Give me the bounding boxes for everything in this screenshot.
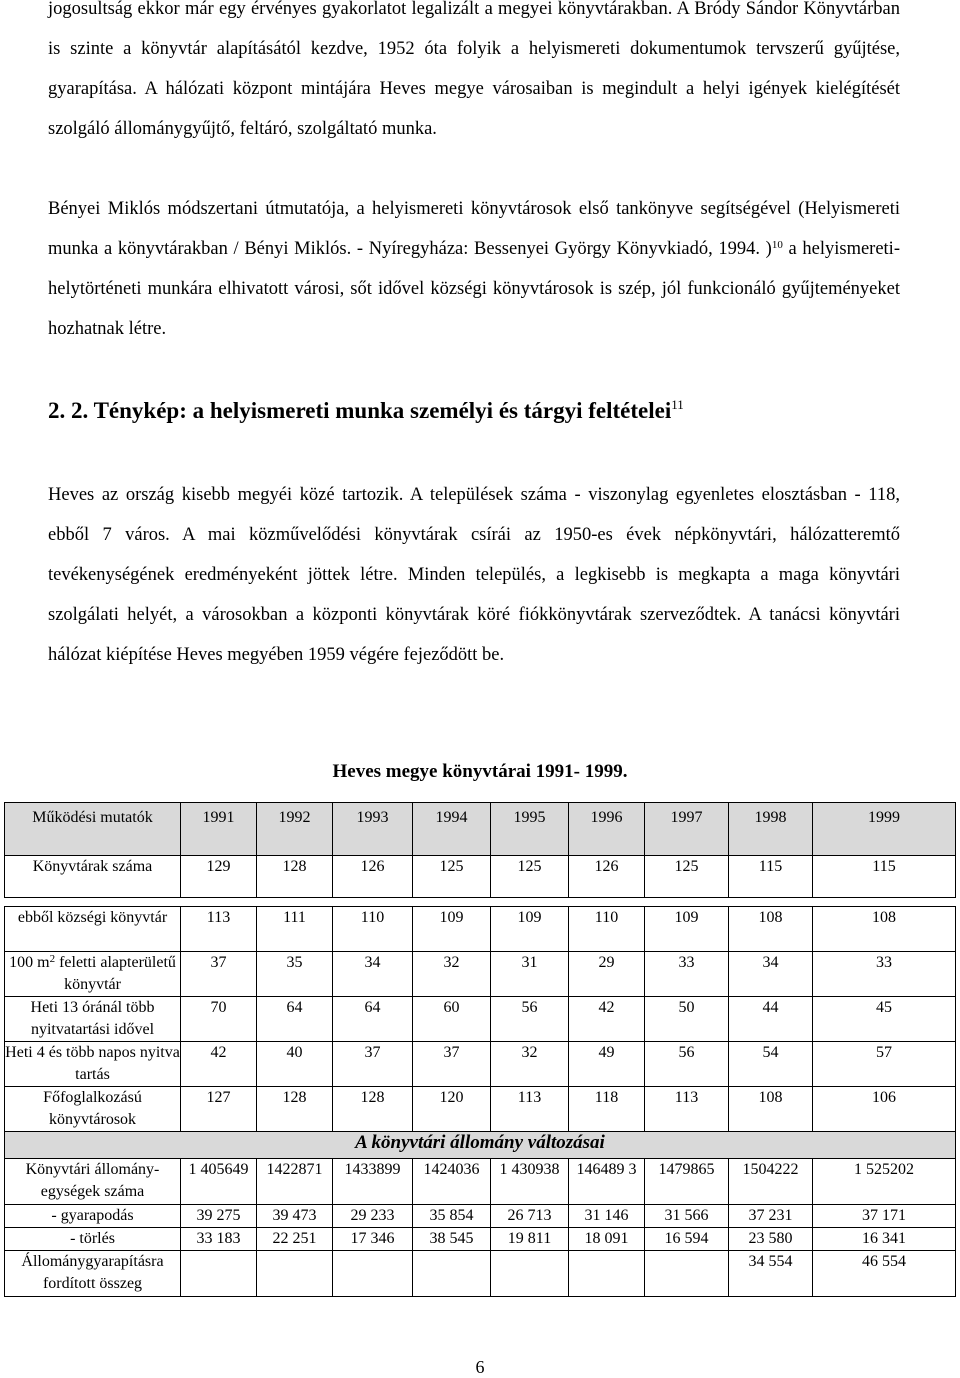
table-row: [5, 997, 956, 1042]
value-cell: 111: [257, 907, 333, 952]
table-spacer-row: [5, 898, 956, 907]
year-header-cell: 1995: [491, 803, 569, 856]
footnote-ref-11: 11: [671, 397, 684, 412]
value-cell: 49: [569, 1042, 645, 1087]
value-cell: 1424036: [413, 1159, 491, 1205]
value-cell: 31: [491, 952, 569, 997]
value-cell: 1 430938: [491, 1159, 569, 1205]
value-cell: 37: [413, 1042, 491, 1087]
table-row: [5, 1042, 956, 1087]
year-header-cell: 1993: [333, 803, 413, 856]
table-row: [5, 1228, 956, 1251]
value-cell: 1504222: [729, 1159, 813, 1205]
table-row: [5, 1159, 956, 1205]
row-label-cell: Főfoglalkozású könyvtárosok: [5, 1087, 181, 1132]
value-cell: 56: [645, 1042, 729, 1087]
value-cell: 1479865: [645, 1159, 729, 1205]
value-cell: 57: [813, 1042, 956, 1087]
value-cell: 120: [413, 1087, 491, 1132]
value-cell: 26 713: [491, 1205, 569, 1228]
value-cell: 1422871: [257, 1159, 333, 1205]
row-label-cell: Könyvtári állomány-egységek száma: [5, 1159, 181, 1205]
value-cell: 35: [257, 952, 333, 997]
value-cell: 108: [729, 1087, 813, 1132]
value-cell: 64: [257, 997, 333, 1042]
value-cell: 126: [333, 856, 413, 898]
table-section-row: [5, 1132, 956, 1159]
value-cell: 37 231: [729, 1205, 813, 1228]
year-header-cell: 1998: [729, 803, 813, 856]
row-label-superscript: 2: [49, 953, 56, 965]
row-label-cell: Heti 4 és több napos nyitva tartás: [5, 1042, 181, 1087]
value-cell: 1433899: [333, 1159, 413, 1205]
value-cell: 35 854: [413, 1205, 491, 1228]
table-row: [5, 952, 956, 997]
section-title-cell: A könyvtári állomány változásai: [5, 1132, 956, 1159]
value-cell: 129: [181, 856, 257, 898]
table-title: Heves megye könyvtárai 1991- 1999.: [332, 761, 628, 782]
value-cell: 46 554: [813, 1251, 956, 1297]
value-cell: 64: [333, 997, 413, 1042]
value-cell: [491, 1251, 569, 1297]
value-cell: 44: [729, 997, 813, 1042]
value-cell: 37: [181, 952, 257, 997]
value-cell: 125: [491, 856, 569, 898]
header-label-cell: Működési mutatók: [5, 803, 181, 856]
value-cell: 108: [813, 907, 956, 952]
spacer-cell: [5, 898, 956, 907]
value-cell: 34 554: [729, 1251, 813, 1297]
row-label-cell: - gyarapodás: [5, 1205, 181, 1228]
table-header-row: [5, 803, 956, 856]
value-cell: 115: [729, 856, 813, 898]
value-cell: 128: [257, 1087, 333, 1132]
value-cell: 16 341: [813, 1228, 956, 1251]
row-label-cell: Állománygyarapításra fordított összeg: [5, 1251, 181, 1297]
value-cell: 19 811: [491, 1228, 569, 1251]
year-header-cell: 1999: [813, 803, 956, 856]
year-header-cell: 1994: [413, 803, 491, 856]
value-cell: 39 275: [181, 1205, 257, 1228]
value-cell: 22 251: [257, 1228, 333, 1251]
value-cell: 113: [491, 1087, 569, 1132]
value-cell: 33: [813, 952, 956, 997]
row-label-cell: - törlés: [5, 1228, 181, 1251]
table-row: [5, 907, 956, 952]
row-label-cell: Könyvtárak száma: [5, 856, 181, 898]
table-row: [5, 1251, 956, 1297]
value-cell: 18 091: [569, 1228, 645, 1251]
page-number: 6: [475, 1357, 485, 1377]
value-cell: 118: [569, 1087, 645, 1132]
row-label-cell: Heti 13 óránál több nyitvatartási idővel: [5, 997, 181, 1042]
value-cell: 54: [729, 1042, 813, 1087]
paragraph-2: [48, 189, 900, 349]
value-cell: 1 405649: [181, 1159, 257, 1205]
value-cell: 32: [491, 1042, 569, 1087]
value-cell: 115: [813, 856, 956, 898]
value-cell: 60: [413, 997, 491, 1042]
table-row: [5, 856, 956, 898]
value-cell: 128: [333, 1087, 413, 1132]
row-label-part: 100 m: [9, 954, 50, 971]
value-cell: [333, 1251, 413, 1297]
value-cell: 146489 3: [569, 1159, 645, 1205]
value-cell: 42: [181, 1042, 257, 1087]
value-cell: 50: [645, 997, 729, 1042]
value-cell: 109: [491, 907, 569, 952]
row-label-part: feletti alapterületű könyvtár: [55, 954, 176, 993]
table-body: [5, 803, 956, 1297]
value-cell: 31 566: [645, 1205, 729, 1228]
value-cell: 110: [333, 907, 413, 952]
value-cell: 125: [645, 856, 729, 898]
value-cell: 125: [413, 856, 491, 898]
row-label-cell: [5, 952, 181, 997]
value-cell: 17 346: [333, 1228, 413, 1251]
section-heading-text: 2. 2. Ténykép: a helyismereti munka személyi és tárgyi feltételei: [48, 398, 672, 423]
value-cell: 33 183: [181, 1228, 257, 1251]
value-cell: 38 545: [413, 1228, 491, 1251]
value-cell: 113: [645, 1087, 729, 1132]
value-cell: 37 171: [813, 1205, 956, 1228]
year-header-cell: 1992: [257, 803, 333, 856]
table-row: [5, 1087, 956, 1132]
value-cell: 33: [645, 952, 729, 997]
value-cell: [645, 1251, 729, 1297]
value-cell: 16 594: [645, 1228, 729, 1251]
value-cell: 34: [729, 952, 813, 997]
value-cell: 1 525202: [813, 1159, 956, 1205]
value-cell: 34: [333, 952, 413, 997]
footnote-ref-10: 10: [771, 239, 783, 251]
section-heading: [48, 395, 684, 427]
value-cell: 23 580: [729, 1228, 813, 1251]
value-cell: 42: [569, 997, 645, 1042]
value-cell: 106: [813, 1087, 956, 1132]
year-header-cell: 1997: [645, 803, 729, 856]
value-cell: [413, 1251, 491, 1297]
value-cell: 40: [257, 1042, 333, 1087]
year-header-cell: 1991: [181, 803, 257, 856]
row-label-cell: ebből községi könyvtár: [5, 907, 181, 952]
value-cell: 29 233: [333, 1205, 413, 1228]
paragraph-2-text-a: Bényei Miklós módszertani útmutatója, a helyismereti könyvtárosok első tankönyve segítségével (Helyismereti munka a könyvtárakban / Bényi Miklós. - Nyíregyháza: Bessenyei György Könyvkiadó, 1994. ): [48, 199, 900, 259]
value-cell: 109: [645, 907, 729, 952]
paragraph-1: jogosultság ekkor már egy érvényes gyakorlatot legalizált a megyei könyvtárakban. A Bródy Sándor Könyvtárban is szinte a könyvtár alapításától kezdve, 1952 óta folyik a helyismereti dokumentumok tervszerű gyűjtése, gyarapítása. A hálózati központ mintájára Heves megye városaiban is megindult a helyi igények kielégítését szolgáló állománygyűjtő, feltáró, szolgáltató munka.: [48, 0, 900, 139]
value-cell: 127: [181, 1087, 257, 1132]
value-cell: 110: [569, 907, 645, 952]
value-cell: 109: [413, 907, 491, 952]
value-cell: 29: [569, 952, 645, 997]
value-cell: 126: [569, 856, 645, 898]
paragraph-3: Heves az ország kisebb megyéi közé tartozik. A települések száma - viszonylag egyenletes elosztásban - 118, ebből 7 város. A mai közművelődési könyvtárak csírái az 1950-es évek népkönyvtári, hálózatteremtő tevékenységének eredményeként jöttek létre. Minden település, a legkisebb is megkapta a maga könyvtári szolgálati helyét, a városokban a központi könyvtárak köré fiókkönyvtárak szerveződtek. A tanácsi könyvtári hálózat kiépítése Heves megyében 1959 végére fejeződött be.: [48, 485, 900, 665]
value-cell: 70: [181, 997, 257, 1042]
value-cell: 128: [257, 856, 333, 898]
value-cell: 113: [181, 907, 257, 952]
year-header-cell: 1996: [569, 803, 645, 856]
value-cell: [569, 1251, 645, 1297]
value-cell: 32: [413, 952, 491, 997]
value-cell: 39 473: [257, 1205, 333, 1228]
value-cell: [181, 1251, 257, 1297]
value-cell: 56: [491, 997, 569, 1042]
value-cell: [257, 1251, 333, 1297]
value-cell: 45: [813, 997, 956, 1042]
table-row: [5, 1205, 956, 1228]
paragraph-2-text-b: a helyismereti- helytörténeti munkára elhivatott városi, sőt idővel községi könyvtárosok is szép, jól funkcionáló gyűjteményeket hozhatnak létre.: [48, 239, 900, 339]
value-cell: 108: [729, 907, 813, 952]
value-cell: 31 146: [569, 1205, 645, 1228]
value-cell: 37: [333, 1042, 413, 1087]
library-statistics-table: [4, 802, 956, 1297]
